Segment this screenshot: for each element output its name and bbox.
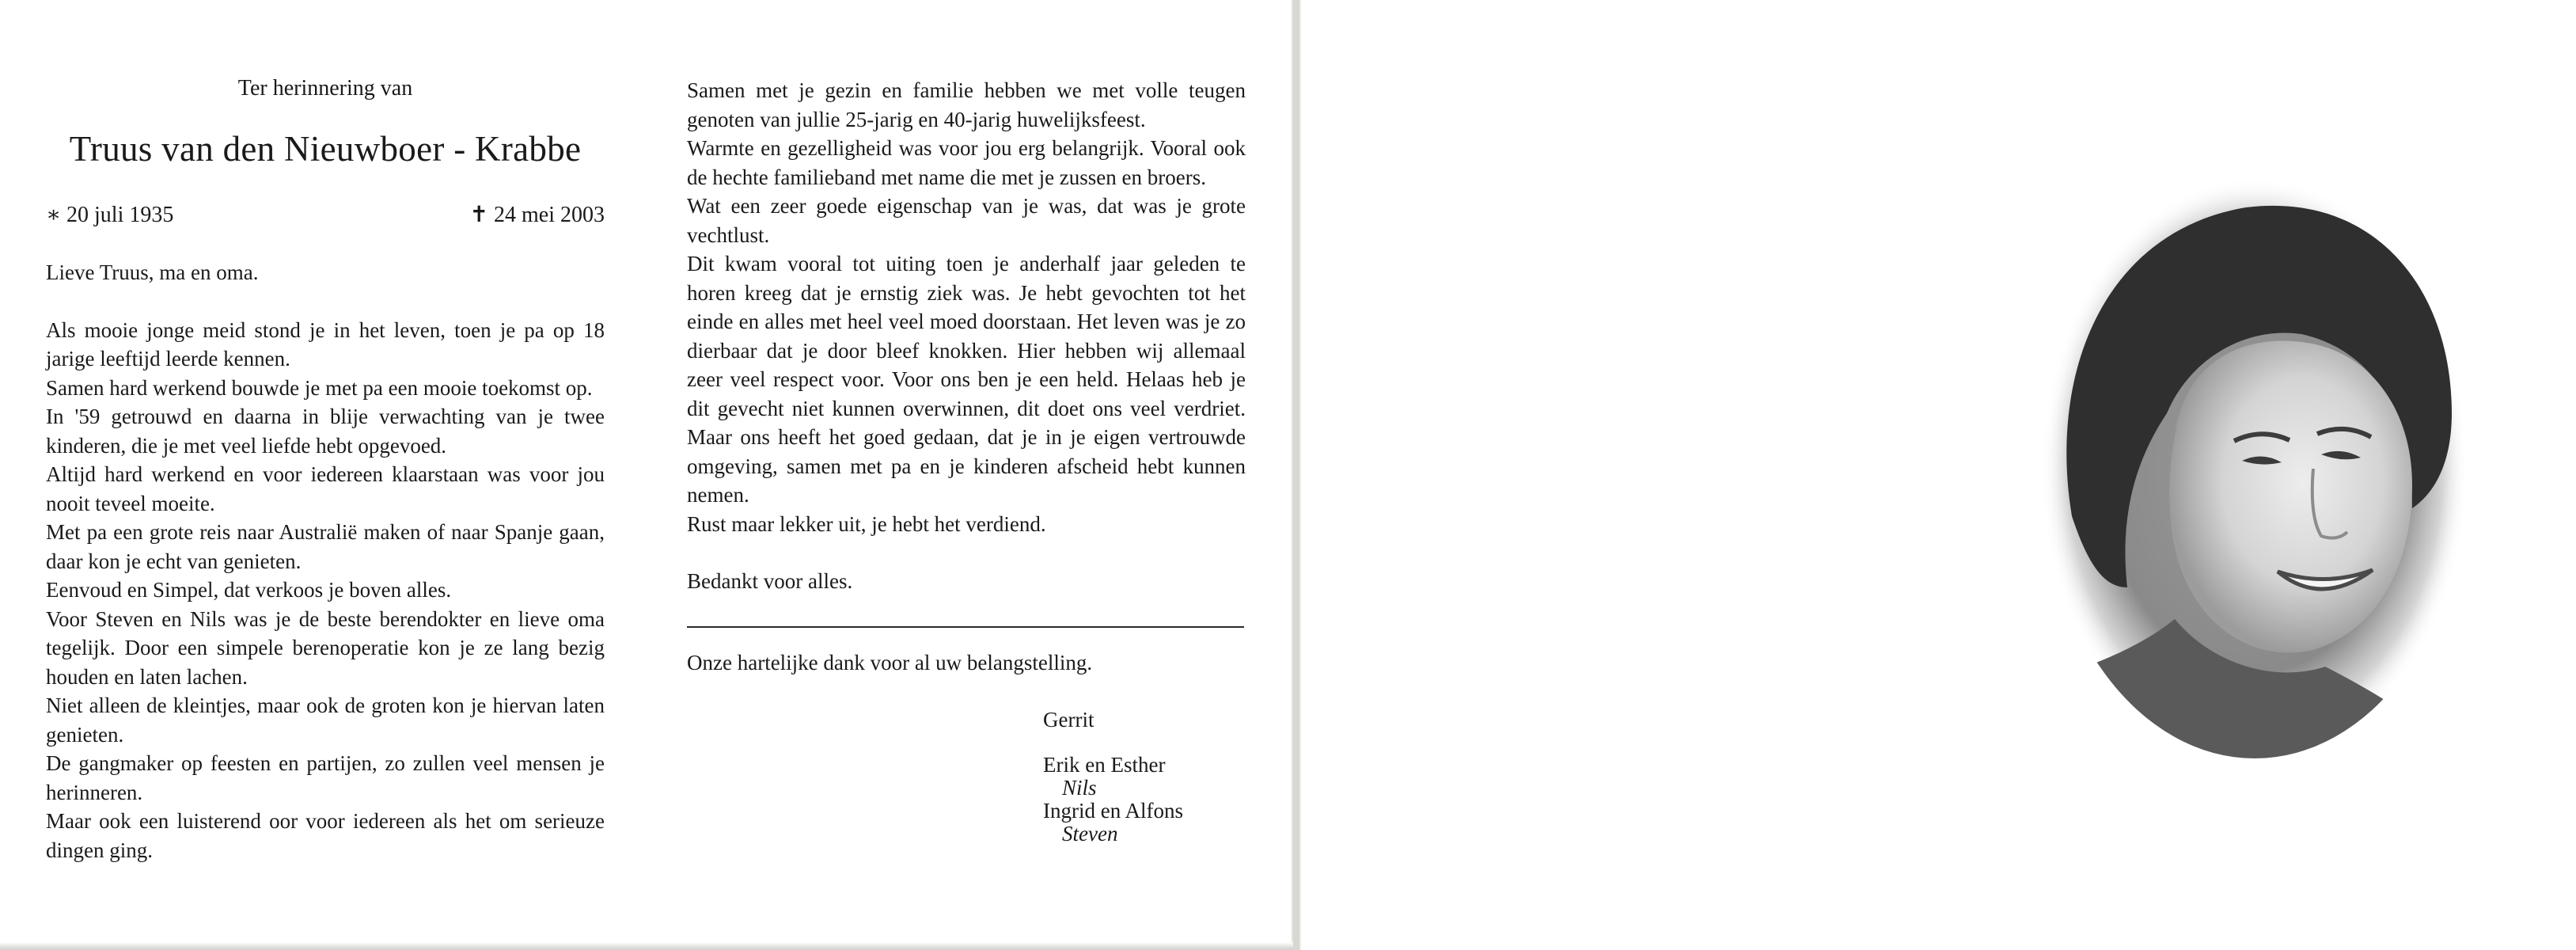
card-fold-gutter xyxy=(1293,0,1299,950)
left-text-block xyxy=(46,258,605,864)
paragraph: Rust maar lekker uit, je hebt het verdiend. xyxy=(687,511,1046,536)
signer-name: Gerrit xyxy=(1043,708,1095,732)
greeting: Lieve Truus, ma en oma. xyxy=(46,260,259,284)
paragraph: Maar ook een luisterend oor voor iedereen als het om serieuze dingen ging. xyxy=(46,809,605,862)
signer-child: Steven xyxy=(1062,822,1118,846)
death-date: ✝ 24 mei 2003 xyxy=(469,203,605,227)
signer-child: Nils xyxy=(1062,776,1097,800)
signer-family: Erik en Esther xyxy=(1043,753,1166,777)
paragraph: Met pa een grote reis naar Australië maken of naar Spanje gaan, daar kon je echt van genieten. xyxy=(46,520,605,573)
page-edge-shadow xyxy=(0,942,1293,950)
signers-block xyxy=(1043,709,1246,846)
paragraph: In '59 getrouwd en daarna in blije verwachting van je twee kinderen, die je met veel liefde hebt opgevoed. xyxy=(46,405,605,458)
spacer xyxy=(687,538,1246,567)
deceased-name: Truus van den Nieuwboer - Krabbe xyxy=(69,129,582,169)
portrait-photo xyxy=(2040,176,2469,762)
thanks-line: Onze hartelijke dank voor al uw belangstelling. xyxy=(687,650,1093,674)
divider-rule xyxy=(687,626,1244,628)
paragraph: Als mooie jonge meid stond je in het leven, toen je pa op 18 jarige leeftijd leerde kennen. xyxy=(46,317,605,370)
paragraph: Niet alleen de kleintjes, maar ook de groten kon je hiervan laten genieten. xyxy=(46,694,605,747)
dates-row xyxy=(46,201,605,228)
paragraph: De gangmaker op feesten en partijen, zo zullen veel mensen je herinneren. xyxy=(46,751,605,804)
intro-line: Ter herinnering van xyxy=(237,76,413,101)
birth-date: ∗ 20 juli 1935 xyxy=(46,203,174,227)
middle-column xyxy=(687,76,1246,846)
paragraph: Voor Steven en Nils was je de beste berendokter en lieve oma tegelijk. Door een simpele berenoperatie kon je ze lang bezig houden en laten lachen. xyxy=(46,606,605,689)
paragraph: Dit kwam vooral tot uiting toen je anderhalf jaar geleden te horen kreeg dat je ernstig ziek was. Je hebt gevochten tot het einde en alles met heel veel moed doorstaan. Het leven was je zo dierbaar dat je door bleef knokken. Hier hebben wij allemaal zeer veel respect voor. Voor ons ben je een held. Helaas heb je dit gevecht niet kunnen overwinnen, dit doet ons veel verdriet. Maar ons heeft het goed gedaan, dat je in je eigen vertrouwde omgeving, samen met pa en je kinderen afscheid hebt kunnen nemen. xyxy=(687,252,1246,507)
paragraph: Samen hard werkend bouwde je met pa een mooie toekomst op. xyxy=(46,375,593,400)
paragraph: Wat een zeer goede eigenschap van je was, dat was je grote vechtlust. xyxy=(687,194,1246,247)
portrait-face xyxy=(2169,341,2412,653)
left-column xyxy=(46,76,605,864)
paragraph: Eenvoud en Simpel, dat verkoos je boven alles. xyxy=(46,578,452,602)
paragraph: Altijd hard werkend en voor iedereen klaarstaan was voor jou nooit teveel moeite. xyxy=(46,462,605,515)
paragraph: Samen met je gezin en familie hebben we met volle teugen genoten van jullie 25-jarig en 40-jarig huwelijksfeest. xyxy=(687,78,1246,131)
paragraph: Warmte en gezelligheid was voor jou erg belangrijk. Vooral ook de hechte familieband met name die met je zussen en broers. xyxy=(687,136,1246,189)
right-text-block xyxy=(687,76,1246,596)
closing-line: Bedankt voor alles. xyxy=(687,569,853,593)
signer-family: Ingrid en Alfons xyxy=(1043,799,1183,823)
